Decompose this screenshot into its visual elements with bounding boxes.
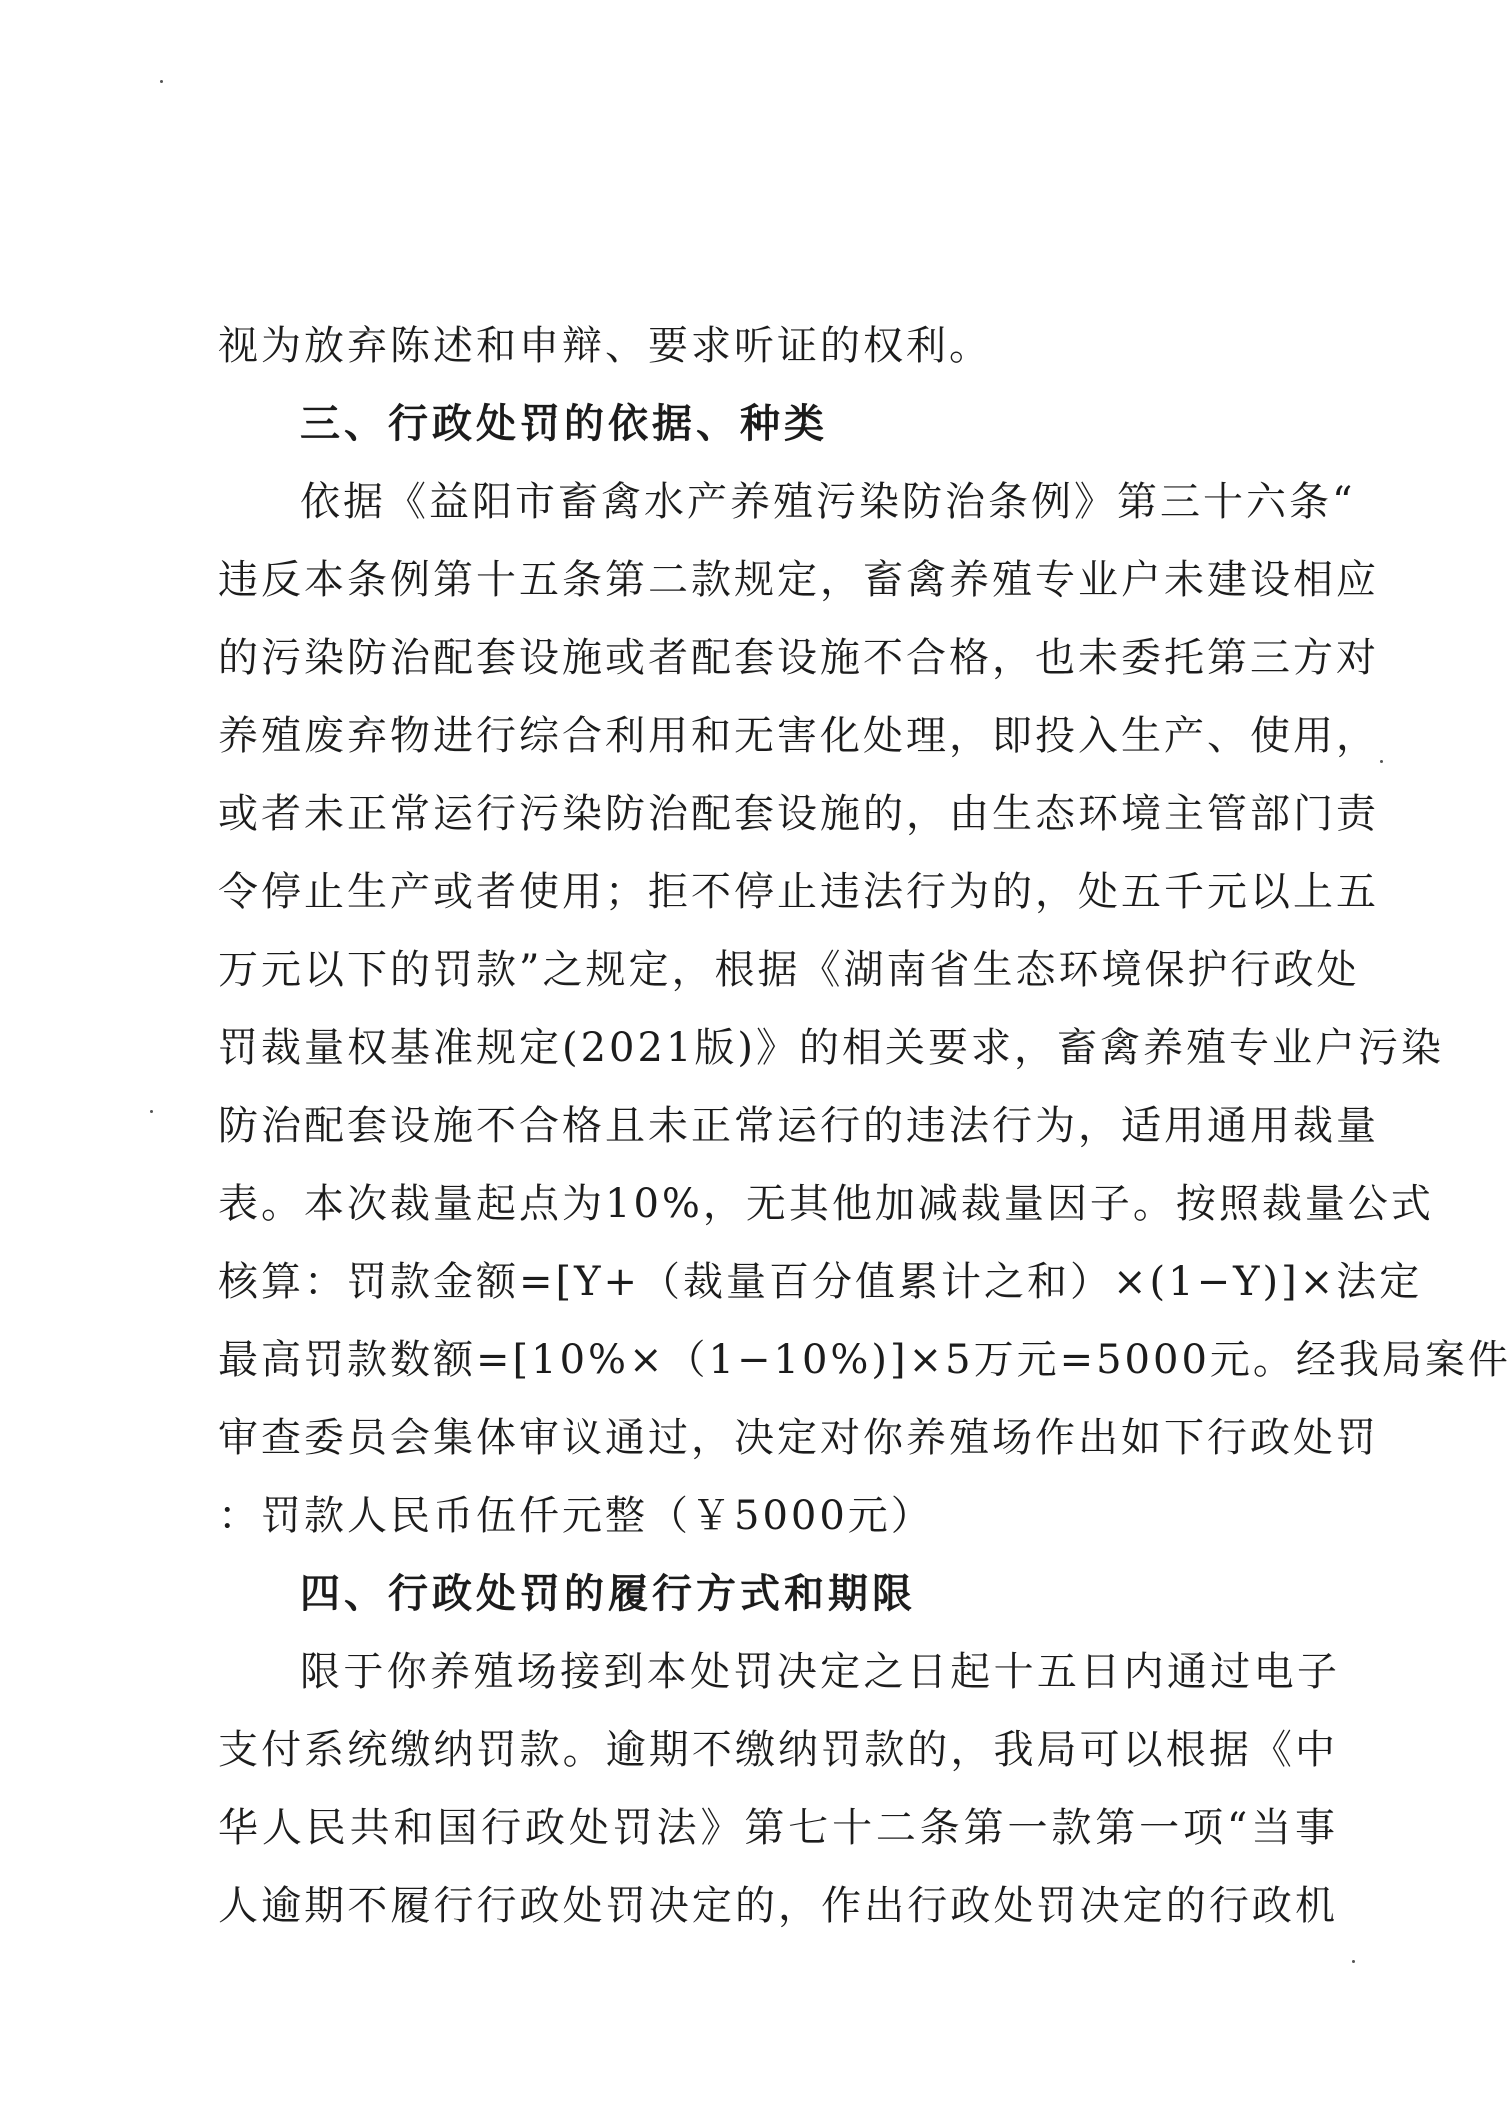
basis-paragraph-line-14: ：罚款人民币伍仟元整（￥5000元） bbox=[218, 1493, 934, 1539]
basis-paragraph-line-3: 的污染防治配套设施或者配套设施不合格，也未委托第三方对 bbox=[218, 635, 1379, 681]
payment-paragraph-line-1: 限于你养殖场接到本处罚决定之日起十五日内通过电子 bbox=[300, 1649, 1340, 1695]
section-heading-4: 四、行政处罚的履行方式和期限 bbox=[300, 1570, 916, 1617]
basis-paragraph-line-13: 审查委员会集体审议通过，决定对你养殖场作出如下行政处罚 bbox=[218, 1415, 1379, 1461]
scan-speck bbox=[150, 1110, 153, 1113]
basis-paragraph-line-6: 令停止生产或者使用；拒不停止违法行为的，处五千元以上五 bbox=[218, 869, 1379, 915]
paragraph-continuation-line: 视为放弃陈述和申辩、要求听证的权利。 bbox=[218, 323, 992, 369]
scan-speck bbox=[1380, 760, 1383, 763]
basis-paragraph-line-7: 万元以下的罚款”之规定，根据《湖南省生态环境保护行政处 bbox=[218, 947, 1360, 993]
basis-paragraph-line-9: 防治配套设施不合格且未正常运行的违法行为，适用通用裁量 bbox=[218, 1103, 1379, 1149]
basis-paragraph-line-10: 表。本次裁量起点为10%，无其他加减裁量因子。按照裁量公式 bbox=[218, 1181, 1434, 1227]
scan-speck bbox=[160, 80, 163, 83]
payment-paragraph-line-3: 华人民共和国行政处罚法》第七十二条第一款第一项“当事 bbox=[218, 1805, 1338, 1851]
basis-paragraph-line-1: 依据《益阳市畜禽水产养殖污染防治条例》第三十六条“ bbox=[300, 479, 1356, 525]
basis-paragraph-line-5: 或者未正常运行污染防治配套设施的，由生态环境主管部门责 bbox=[218, 791, 1379, 837]
payment-paragraph-line-4: 人逾期不履行行政处罚决定的，作出行政处罚决定的行政机 bbox=[218, 1883, 1338, 1929]
basis-paragraph-line-8: 罚裁量权基准规定(2021版)》的相关要求，畜禽养殖专业户污染 bbox=[218, 1025, 1445, 1071]
basis-paragraph-line-2: 违反本条例第十五条第二款规定，畜禽养殖专业户未建设相应 bbox=[218, 557, 1379, 603]
basis-paragraph-line-11: 核算：罚款金额=[Y+（裁量百分值累计之和）×(1−Y)]×法定 bbox=[218, 1259, 1423, 1305]
payment-paragraph-line-2: 支付系统缴纳罚款。逾期不缴纳罚款的，我局可以根据《中 bbox=[218, 1727, 1338, 1773]
section-heading-3: 三、行政处罚的依据、种类 bbox=[300, 400, 828, 447]
basis-paragraph-line-12: 最高罚款数额=[10%×（1−10%)]×5万元=5000元。经我局案件 bbox=[218, 1337, 1511, 1383]
basis-paragraph-line-4: 养殖废弃物进行综合利用和无害化处理，即投入生产、使用， bbox=[218, 713, 1379, 759]
scan-speck bbox=[1352, 1960, 1355, 1963]
